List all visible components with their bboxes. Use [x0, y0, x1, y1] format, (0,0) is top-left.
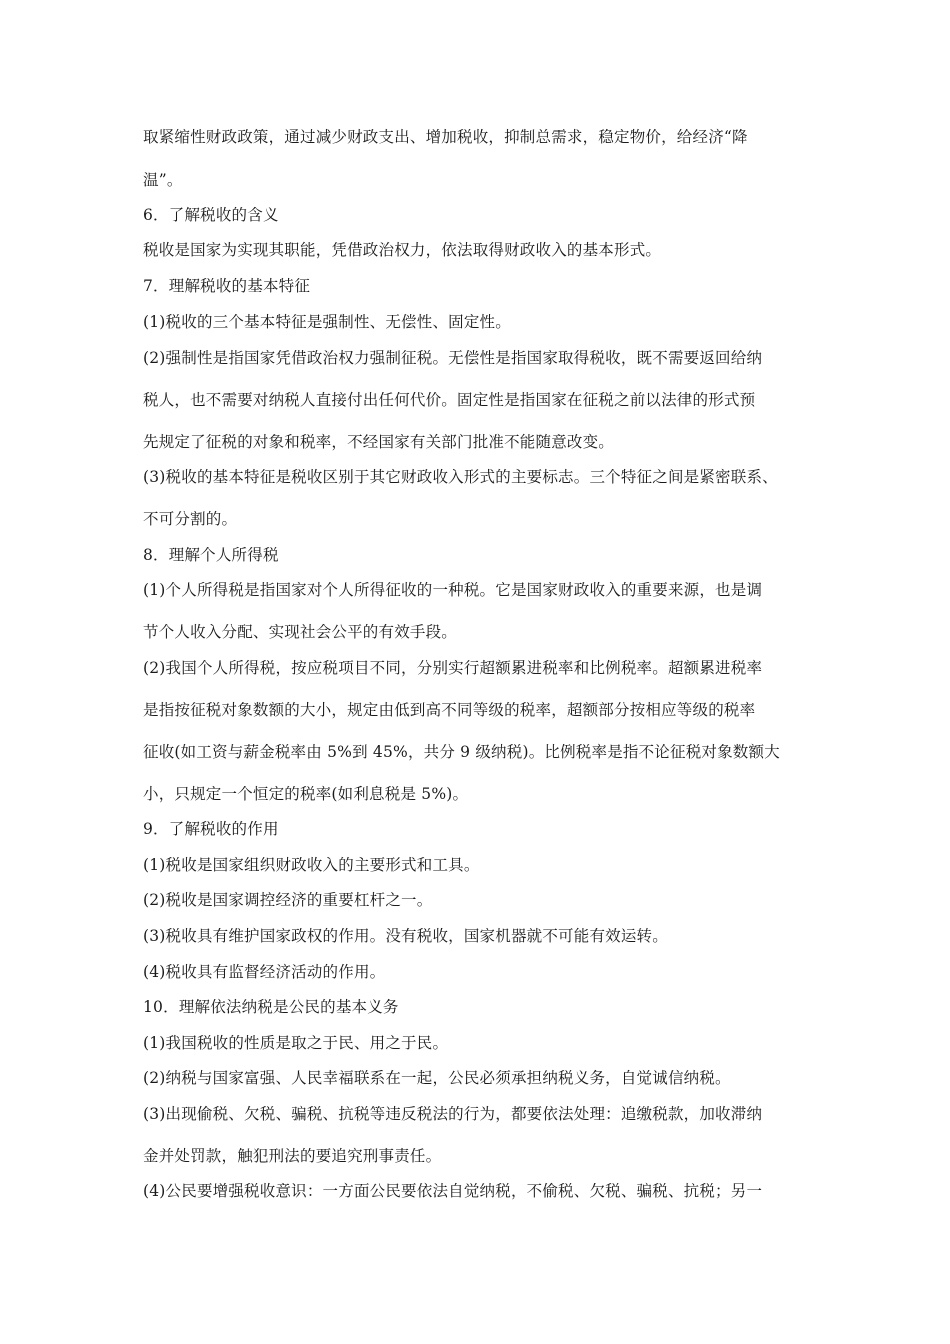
text-line: (4)税收具有监督经济活动的作用。	[143, 963, 386, 981]
text-line: 不可分割的。	[143, 510, 238, 528]
text-line: 金并处罚款，触犯刑法的要追究刑事责任。	[143, 1147, 442, 1165]
text-line: (1)税收是国家组织财政收入的主要形式和工具。	[143, 856, 480, 874]
section-heading: 10．理解依法纳税是公民的基本义务	[143, 998, 399, 1016]
text-line: 是指按征税对象数额的大小，规定由低到高不同等级的税率，超额部分按相应等级的税率	[143, 701, 756, 719]
text-line: 温”。	[143, 171, 183, 189]
text-line: (2)我国个人所得税，按应税项目不同，分别实行超额累进税率和比例税率。超额累进税率	[143, 659, 763, 677]
section-heading: 7．理解税收的基本特征	[143, 277, 311, 295]
section-heading: 6．了解税收的含义	[143, 206, 279, 224]
text-line: (2)强制性是指国家凭借政治权力强制征税。无偿性是指国家取得税收，既不需要返回给纳	[143, 349, 763, 367]
text-line: 先规定了征税的对象和税率，不经国家有关部门批准不能随意改变。	[143, 433, 615, 451]
section-heading: 8．理解个人所得税	[143, 546, 279, 564]
text-line: (2)纳税与国家富强、人民幸福联系在一起，公民必须承担纳税义务，自觉诚信纳税。	[143, 1069, 731, 1087]
section-heading: 9．了解税收的作用	[143, 820, 279, 838]
text-line: (3)税收的基本特征是税收区别于其它财政收入形式的主要标志。三个特征之间是紧密联系、	[143, 468, 778, 486]
text-line: 税人，也不需要对纳税人直接付出任何代价。固定性是指国家在征税之前以法律的形式预	[143, 391, 756, 409]
text-line: 小，只规定一个恒定的税率(如利息税是 5%)。	[143, 785, 469, 803]
text-line: (3)出现偷税、欠税、骗税、抗税等违反税法的行为，都要依法处理：追缴税款，加收滞纳	[143, 1105, 763, 1123]
text-line: 税收是国家为实现其职能，凭借政治权力，依法取得财政收入的基本形式。	[143, 241, 662, 259]
text-line: 取紧缩性财政政策，通过减少财政支出、增加税收，抑制总需求，稳定物价，给经济“降	[143, 128, 748, 146]
text-line: 征收(如工资与薪金税率由 5%到 45%，共分 9 级纳税)。比例税率是指不论征税对象数额大	[143, 743, 780, 761]
text-line: (3)税收具有维护国家政权的作用。没有税收，国家机器就不可能有效运转。	[143, 927, 668, 945]
text-line: (2)税收是国家调控经济的重要杠杆之一。	[143, 891, 433, 909]
text-line: 节个人收入分配、实现社会公平的有效手段。	[143, 623, 458, 641]
text-line: (1)个人所得税是指国家对个人所得征收的一种税。它是国家财政收入的重要来源，也是调	[143, 581, 763, 599]
text-line: (1)税收的三个基本特征是强制性、无偿性、固定性。	[143, 313, 511, 331]
text-line: (4)公民要增强税收意识：一方面公民要依法自觉纳税，不偷税、欠税、骗税、抗税；另一	[143, 1182, 763, 1200]
text-line: (1)我国税收的性质是取之于民、用之于民。	[143, 1034, 449, 1052]
